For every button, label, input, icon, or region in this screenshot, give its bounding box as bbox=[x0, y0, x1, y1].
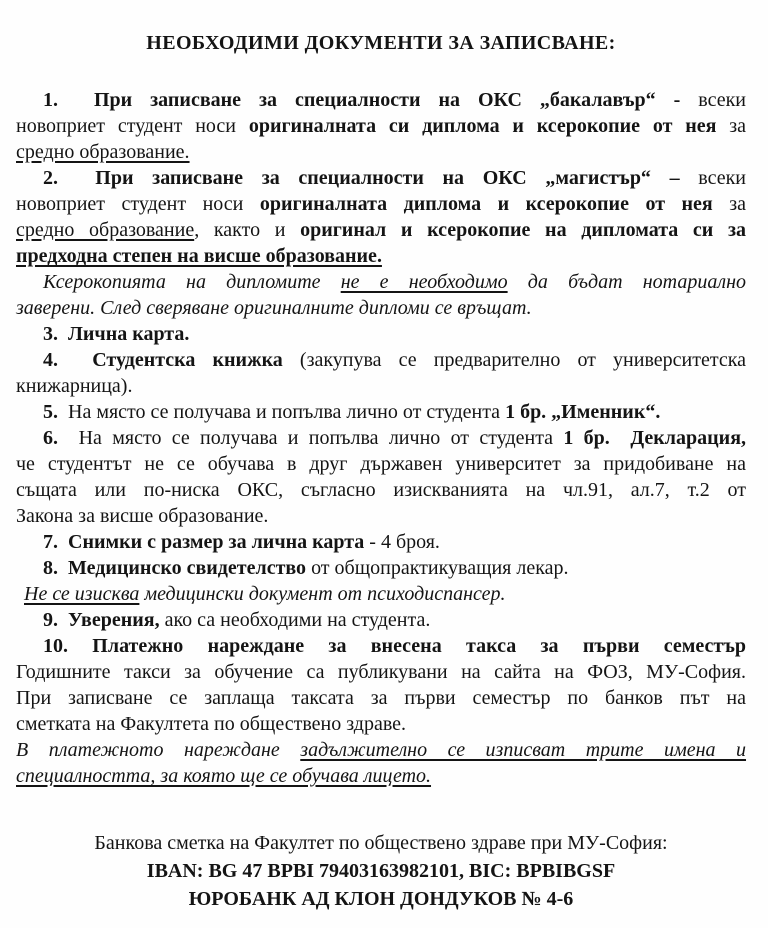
item-8-line-1 bbox=[16, 555, 746, 581]
item-9-line-1 bbox=[16, 607, 746, 633]
text-run: 8. Медицинско свидетелство bbox=[43, 557, 307, 579]
item-7-line-1 bbox=[16, 529, 746, 555]
item-6-line-2 bbox=[16, 451, 746, 477]
text-run: 1. При записване за специалности на ОКС „бакалавър“ - bbox=[43, 89, 699, 111]
text-run: за bbox=[712, 193, 747, 215]
text-run: 3. Лична карта. bbox=[43, 323, 190, 345]
item-10-line-1 bbox=[16, 633, 746, 659]
text-run: същата или по-ниска ОКС, съгласно изискванията на чл.91, ал.7, т.2 от bbox=[16, 479, 746, 501]
text-run: новоприет студент носи bbox=[16, 115, 249, 137]
text-run: заверени. След сверяване оригиналните дипломи се връщат. bbox=[16, 297, 532, 319]
item-2-line-2 bbox=[16, 191, 746, 217]
item-2-line-1 bbox=[16, 165, 746, 191]
item-4-line-2 bbox=[16, 373, 746, 399]
item-6-line-4 bbox=[16, 503, 746, 529]
text-run: всеки bbox=[698, 89, 746, 111]
text-run: - 4 броя. bbox=[364, 531, 440, 553]
document-title: НЕОБХОДИМИ ДОКУМЕНТИ ЗА ЗАПИСВАНЕ: bbox=[146, 32, 616, 54]
text-run: книжарница). bbox=[16, 375, 133, 397]
text-run: На място се получава и попълва лично от студента bbox=[78, 427, 564, 449]
text-run: предходна степен на висше образование. bbox=[16, 245, 382, 267]
item-4-line-1 bbox=[16, 347, 746, 373]
text-run: специалността, за която ще се обучава лицето. bbox=[16, 765, 432, 787]
text-run: На място се получава и попълва лично от студента bbox=[68, 401, 506, 423]
text-run: Закона за висше образование. bbox=[16, 505, 269, 527]
text-run: Годишните такси за обучение са публикувани на сайта на ФОЗ, МУ-София. bbox=[16, 661, 746, 683]
text-run: 6. bbox=[43, 427, 79, 449]
text-run: от общопрактикуващия лекар. bbox=[306, 557, 569, 579]
text-run: да бъдат нотариално bbox=[507, 271, 746, 293]
text-run: задължително се изписват трите имена и bbox=[300, 739, 747, 761]
text-run: всеки bbox=[698, 167, 746, 189]
text-run: (закупува се предварително от университетска bbox=[299, 349, 746, 371]
item-2-line-3 bbox=[16, 217, 746, 243]
text-run: 7. Снимки с размер за лична карта bbox=[43, 531, 365, 553]
bank-branch-line: ЮРОБАНК АД КЛОН ДОНДУКОВ № 4-6 bbox=[188, 888, 574, 910]
text-run: 5. bbox=[43, 401, 68, 423]
text-run: ако са необходими на студента. bbox=[159, 609, 431, 631]
text-run: средно образование bbox=[16, 219, 195, 241]
note-payment-line-1 bbox=[16, 737, 746, 763]
text-run: не е необходимо bbox=[340, 271, 508, 293]
iban-bic-line: IBAN: BG 47 BPBI 79403163982101, BIC: BPBIBGSF bbox=[146, 860, 616, 882]
bank-account-intro: Банкова сметка на Факултет по обществено здраве при МУ-София: bbox=[94, 832, 668, 854]
item-10-line-3 bbox=[16, 685, 746, 711]
text-run: 1 бр. „Именник“. bbox=[505, 401, 661, 423]
item-10-line-2 bbox=[16, 659, 746, 685]
bank-account-block bbox=[16, 829, 746, 913]
text-run: средно образование. bbox=[16, 141, 190, 163]
note-copies-line-1 bbox=[16, 269, 746, 295]
text-run: 1 бр. Декларация, bbox=[563, 427, 747, 449]
text-run: 10. Платежно нареждане за внесена такса за първи семестър bbox=[43, 635, 746, 657]
text-run: При записване се заплаща таксата за първи семестър по банков път на bbox=[16, 687, 746, 709]
item-5-line-1 bbox=[16, 399, 746, 425]
document-body bbox=[16, 87, 746, 789]
text-run: В платежното нареждане bbox=[16, 739, 301, 761]
text-run: за bbox=[716, 115, 747, 137]
item-1-line-1 bbox=[16, 87, 746, 113]
text-run: 2. При записване за специалности на ОКС „магистър“ – bbox=[43, 167, 699, 189]
item-10-line-4 bbox=[16, 711, 746, 737]
text-run: че студентът не се обучава в друг държавен университет за придобиване на bbox=[16, 453, 746, 475]
text-run: 4. Студентска книжка bbox=[43, 349, 300, 371]
note-medical-line-1 bbox=[16, 581, 746, 607]
item-6-line-3 bbox=[16, 477, 746, 503]
text-run: , както и bbox=[194, 219, 301, 241]
text-run: Не се изисква bbox=[24, 583, 140, 605]
text-run: оригиналната диплома и ксерокопие от нея bbox=[259, 193, 713, 215]
text-run: Ксерокопията на дипломите bbox=[43, 271, 341, 293]
text-run: 9. Уверения, bbox=[43, 609, 160, 631]
item-1-line-3 bbox=[16, 139, 746, 165]
note-payment-line-2 bbox=[16, 763, 746, 789]
text-run: сметката на Факултета по обществено здраве. bbox=[16, 713, 407, 735]
note-copies-line-2 bbox=[16, 295, 746, 321]
item-3-line-1 bbox=[16, 321, 746, 347]
text-run: новоприет студент носи bbox=[16, 193, 260, 215]
text-run: оригиналната си диплома и ксерокопие от нея bbox=[248, 115, 717, 137]
text-run: оригинал и ксерокопие на дипломата си за bbox=[300, 219, 746, 241]
text-run: медицински документ от психодиспансер. bbox=[139, 583, 506, 605]
item-6-line-1 bbox=[16, 425, 746, 451]
item-2-line-4 bbox=[16, 243, 746, 269]
item-1-line-2 bbox=[16, 113, 746, 139]
